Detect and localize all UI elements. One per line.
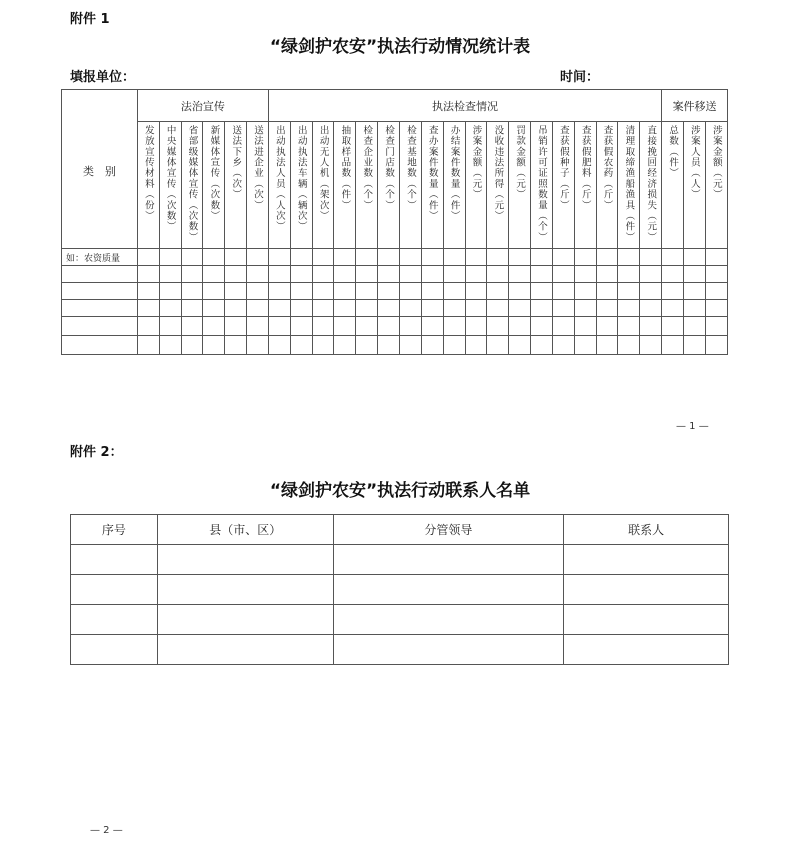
data-cell[interactable] [334, 283, 356, 300]
data-cell[interactable] [247, 300, 269, 317]
contact-cell[interactable] [71, 605, 158, 635]
data-cell[interactable] [312, 283, 334, 300]
data-cell[interactable] [683, 266, 705, 283]
group-header-inspection: 执法检查情况 [268, 90, 661, 122]
data-cell[interactable] [552, 336, 574, 355]
column-header-cell [137, 122, 159, 249]
data-cell[interactable] [465, 249, 487, 266]
column-header: 发放宣传材料（份） [142, 125, 154, 222]
column-header: 罚款金额（元） [514, 125, 526, 200]
data-cell[interactable] [421, 336, 443, 355]
column-header: 送法进企业（次） [252, 125, 264, 211]
data-cell[interactable] [574, 317, 596, 336]
column-header: 新媒体宣传（次数） [208, 125, 220, 222]
column-header: 办结案件数量（件） [448, 125, 460, 222]
data-cell[interactable] [159, 336, 181, 355]
table-row [62, 283, 728, 300]
data-cell[interactable] [487, 317, 509, 336]
data-cell[interactable] [268, 336, 290, 355]
data-cell[interactable] [531, 336, 553, 355]
column-header-cell [181, 122, 203, 249]
contact-cell[interactable] [71, 635, 158, 665]
column-header: 没收违法所得（元） [492, 125, 504, 222]
row-category-cell[interactable] [62, 336, 138, 355]
data-cell[interactable] [378, 249, 400, 266]
data-cell[interactable] [137, 283, 159, 300]
data-cell[interactable] [662, 317, 684, 336]
data-cell[interactable] [574, 283, 596, 300]
data-cell[interactable] [268, 317, 290, 336]
data-cell[interactable] [443, 249, 465, 266]
data-cell[interactable] [378, 336, 400, 355]
column-header: 查获假农药（斤） [601, 125, 613, 211]
data-cell[interactable] [618, 249, 640, 266]
row-category-cell[interactable] [62, 300, 138, 317]
data-cell[interactable] [443, 317, 465, 336]
table-row [62, 300, 728, 317]
contact-cell[interactable] [157, 575, 333, 605]
data-cell[interactable] [400, 249, 422, 266]
data-cell[interactable] [421, 266, 443, 283]
data-cell[interactable] [137, 317, 159, 336]
data-cell[interactable] [662, 336, 684, 355]
data-cell[interactable] [334, 249, 356, 266]
contact-cell[interactable] [157, 635, 333, 665]
data-cell[interactable] [618, 283, 640, 300]
data-cell[interactable] [574, 249, 596, 266]
column-header: 出动执法人员（人次） [273, 125, 285, 232]
column-header-cell [203, 122, 225, 249]
data-cell[interactable] [509, 283, 531, 300]
data-cell[interactable] [290, 266, 312, 283]
table-row [62, 317, 728, 336]
data-cell[interactable] [531, 266, 553, 283]
data-cell[interactable] [640, 317, 662, 336]
data-cell[interactable] [509, 266, 531, 283]
column-header-cell [618, 122, 640, 249]
data-cell[interactable] [378, 266, 400, 283]
column-header: 涉案金额（元） [710, 125, 722, 200]
column-header: 送法下乡（次） [230, 125, 242, 200]
column-header: 中央媒体宣传（次数） [164, 125, 176, 232]
data-cell[interactable] [137, 336, 159, 355]
column-header-cell [421, 122, 443, 249]
data-cell[interactable] [574, 336, 596, 355]
data-cell[interactable] [203, 317, 225, 336]
data-cell[interactable] [683, 317, 705, 336]
contact-table [70, 514, 729, 665]
column-header: 查办案件数量（件） [426, 125, 438, 222]
data-cell[interactable] [181, 317, 203, 336]
column-header: 出动执法车辆（辆次） [295, 125, 307, 232]
column-header: 清理取缔渔船渔具（件） [623, 125, 635, 243]
data-cell[interactable] [356, 283, 378, 300]
column-header-cell [334, 122, 356, 249]
column-header: 抽取样品数（件） [339, 125, 351, 211]
attachment-label-1: 附件 1 [70, 12, 110, 27]
row-category-cell[interactable] [62, 283, 138, 300]
filler-unit-label: 填报单位： [70, 70, 136, 85]
data-cell[interactable] [443, 283, 465, 300]
data-cell[interactable] [465, 317, 487, 336]
column-header-cell [531, 122, 553, 249]
data-cell[interactable] [268, 283, 290, 300]
column-header-cell [247, 122, 269, 249]
column-header: 检查基地数（个） [404, 125, 416, 211]
data-cell[interactable] [531, 283, 553, 300]
data-cell[interactable] [203, 283, 225, 300]
column-header-cell [552, 122, 574, 249]
data-cell[interactable] [181, 266, 203, 283]
column-header-cell [378, 122, 400, 249]
column-header: 出动无人机（架次） [317, 125, 329, 222]
header-county: 县（市、区） [157, 515, 333, 545]
contact-cell[interactable] [333, 575, 564, 605]
data-cell[interactable] [443, 266, 465, 283]
column-header: 直接挽回经济损失（元） [645, 125, 657, 243]
table-row [71, 545, 729, 575]
column-header-cell [705, 122, 727, 249]
data-cell[interactable] [596, 336, 618, 355]
row-category-cell[interactable]: 如：农资质量 [62, 249, 138, 266]
data-cell[interactable] [509, 300, 531, 317]
column-header-cell [662, 122, 684, 249]
data-cell[interactable] [225, 336, 247, 355]
column-header: 总数（件） [667, 125, 679, 179]
data-cell[interactable] [509, 249, 531, 266]
data-cell[interactable] [356, 300, 378, 317]
data-cell[interactable] [574, 300, 596, 317]
data-cell[interactable] [203, 266, 225, 283]
data-cell[interactable] [159, 266, 181, 283]
data-cell[interactable] [640, 249, 662, 266]
table-row [62, 266, 728, 283]
data-cell[interactable] [268, 266, 290, 283]
data-cell[interactable] [487, 336, 509, 355]
data-cell[interactable] [225, 317, 247, 336]
data-cell[interactable] [137, 266, 159, 283]
data-cell[interactable] [400, 283, 422, 300]
time-label: 时间： [560, 70, 600, 85]
contact-cell[interactable] [564, 635, 729, 665]
data-cell[interactable] [312, 336, 334, 355]
data-cell[interactable] [487, 249, 509, 266]
group-header-case-transfer: 案件移送 [662, 90, 728, 122]
data-cell[interactable] [618, 300, 640, 317]
data-cell[interactable] [268, 300, 290, 317]
data-cell[interactable] [465, 336, 487, 355]
data-cell[interactable] [465, 283, 487, 300]
data-cell[interactable] [159, 283, 181, 300]
table-row [71, 605, 729, 635]
contact-cell[interactable] [333, 545, 564, 575]
page-title-2: “绿剑护农安”执法行动联系人名单 [269, 481, 531, 501]
data-cell[interactable] [159, 300, 181, 317]
data-cell[interactable] [356, 249, 378, 266]
data-cell[interactable] [705, 283, 727, 300]
data-cell[interactable] [552, 283, 574, 300]
column-header-cell [509, 122, 531, 249]
column-header-cell [268, 122, 290, 249]
column-header-cell [356, 122, 378, 249]
contact-cell[interactable] [564, 575, 729, 605]
column-header-cell [465, 122, 487, 249]
data-cell[interactable] [312, 266, 334, 283]
column-header-cell [443, 122, 465, 249]
data-cell[interactable] [465, 266, 487, 283]
data-cell[interactable] [705, 249, 727, 266]
data-cell[interactable] [334, 317, 356, 336]
data-cell[interactable] [334, 266, 356, 283]
data-cell[interactable] [203, 336, 225, 355]
data-cell[interactable] [683, 336, 705, 355]
row-category-cell[interactable] [62, 266, 138, 283]
data-cell[interactable] [640, 266, 662, 283]
data-cell[interactable] [465, 300, 487, 317]
data-cell[interactable] [268, 249, 290, 266]
data-cell[interactable] [290, 336, 312, 355]
data-cell[interactable] [487, 283, 509, 300]
data-cell[interactable] [487, 266, 509, 283]
contact-cell[interactable] [564, 545, 729, 575]
statistics-table [61, 89, 728, 355]
page-number-2: — 2 — [90, 825, 123, 836]
data-cell[interactable] [662, 300, 684, 317]
data-cell[interactable] [290, 317, 312, 336]
header-contact: 联系人 [564, 515, 729, 545]
data-cell[interactable] [225, 300, 247, 317]
column-header-cell [225, 122, 247, 249]
data-cell[interactable] [421, 283, 443, 300]
header-leader: 分管领导 [333, 515, 564, 545]
data-cell[interactable] [683, 249, 705, 266]
column-header-cell [290, 122, 312, 249]
column-header: 检查企业数（个） [361, 125, 373, 211]
data-cell[interactable] [247, 283, 269, 300]
data-cell[interactable] [531, 249, 553, 266]
contact-cell[interactable] [333, 635, 564, 665]
data-cell[interactable] [181, 336, 203, 355]
column-header-cell [640, 122, 662, 249]
data-cell[interactable] [225, 266, 247, 283]
data-cell[interactable] [683, 300, 705, 317]
data-cell[interactable] [203, 300, 225, 317]
data-cell[interactable] [640, 300, 662, 317]
contact-cell[interactable] [333, 605, 564, 635]
data-cell[interactable] [596, 317, 618, 336]
column-header: 涉案金额（元） [470, 125, 482, 200]
column-header-cell [683, 122, 705, 249]
data-cell[interactable] [552, 300, 574, 317]
data-cell[interactable] [137, 300, 159, 317]
column-header-cell [574, 122, 596, 249]
data-cell[interactable] [400, 300, 422, 317]
data-cell[interactable] [705, 317, 727, 336]
page-number-1: — 1 — [676, 421, 709, 432]
column-header-cell [312, 122, 334, 249]
data-cell[interactable] [312, 317, 334, 336]
data-cell[interactable] [290, 249, 312, 266]
column-header-cell [400, 122, 422, 249]
data-cell[interactable] [290, 300, 312, 317]
data-cell[interactable] [640, 336, 662, 355]
column-header: 查获假种子（斤） [557, 125, 569, 211]
table-row [62, 336, 728, 355]
data-cell[interactable] [247, 266, 269, 283]
data-cell[interactable] [334, 336, 356, 355]
data-cell[interactable] [400, 317, 422, 336]
contact-cell[interactable] [157, 545, 333, 575]
data-cell[interactable] [552, 317, 574, 336]
data-cell[interactable] [574, 266, 596, 283]
data-cell[interactable] [181, 283, 203, 300]
data-cell[interactable] [421, 317, 443, 336]
data-cell[interactable] [509, 336, 531, 355]
table-row [71, 635, 729, 665]
data-cell[interactable] [596, 283, 618, 300]
data-cell[interactable] [552, 249, 574, 266]
column-header: 省部级媒体宣传（次数） [186, 125, 198, 243]
data-cell[interactable] [400, 266, 422, 283]
data-cell[interactable] [662, 283, 684, 300]
data-cell[interactable] [137, 249, 159, 266]
column-header: 查获假肥料（斤） [579, 125, 591, 211]
contact-cell[interactable] [157, 605, 333, 635]
data-cell[interactable] [356, 317, 378, 336]
category-header-cell [62, 90, 138, 249]
data-cell[interactable] [247, 336, 269, 355]
contact-cell[interactable] [71, 545, 158, 575]
data-cell[interactable] [531, 317, 553, 336]
data-cell[interactable] [181, 249, 203, 266]
contact-cell[interactable] [564, 605, 729, 635]
data-cell[interactable] [356, 336, 378, 355]
data-cell[interactable] [400, 336, 422, 355]
data-cell[interactable] [618, 336, 640, 355]
data-cell[interactable] [596, 300, 618, 317]
column-header-cell [596, 122, 618, 249]
data-cell[interactable] [312, 300, 334, 317]
data-cell[interactable] [531, 300, 553, 317]
data-cell[interactable] [596, 266, 618, 283]
data-cell[interactable] [225, 283, 247, 300]
data-cell[interactable] [683, 283, 705, 300]
data-cell[interactable] [443, 300, 465, 317]
table-row [62, 249, 728, 266]
table-row [71, 575, 729, 605]
data-cell[interactable] [662, 249, 684, 266]
data-cell[interactable] [247, 249, 269, 266]
data-cell[interactable] [640, 283, 662, 300]
category-header: 类 别 [82, 164, 116, 178]
data-cell[interactable] [290, 283, 312, 300]
data-cell[interactable] [596, 249, 618, 266]
data-cell[interactable] [421, 249, 443, 266]
data-cell[interactable] [378, 283, 400, 300]
group-header-legal-publicity: 法治宣传 [137, 90, 268, 122]
data-cell[interactable] [509, 317, 531, 336]
data-cell[interactable] [203, 249, 225, 266]
data-cell[interactable] [247, 317, 269, 336]
data-cell[interactable] [159, 249, 181, 266]
data-cell[interactable] [421, 300, 443, 317]
page-title-1: “绿剑护农安”执法行动情况统计表 [269, 37, 531, 57]
data-cell[interactable] [705, 300, 727, 317]
header-serial: 序号 [71, 515, 158, 545]
data-cell[interactable] [312, 249, 334, 266]
data-cell[interactable] [487, 300, 509, 317]
data-cell[interactable] [705, 266, 727, 283]
data-cell[interactable] [662, 266, 684, 283]
data-cell[interactable] [159, 317, 181, 336]
data-cell[interactable] [334, 300, 356, 317]
data-cell[interactable] [356, 266, 378, 283]
data-cell[interactable] [618, 317, 640, 336]
data-cell[interactable] [443, 336, 465, 355]
data-cell[interactable] [378, 300, 400, 317]
column-header: 检查门店数（个） [383, 125, 395, 211]
data-cell[interactable] [552, 266, 574, 283]
data-cell[interactable] [705, 336, 727, 355]
column-header: 吊销许可证照数量（个） [536, 125, 547, 243]
data-cell[interactable] [378, 317, 400, 336]
column-header-cell [487, 122, 509, 249]
data-cell[interactable] [618, 266, 640, 283]
column-header-cell [159, 122, 181, 249]
data-cell[interactable] [181, 300, 203, 317]
data-cell[interactable] [225, 249, 247, 266]
row-category-cell[interactable] [62, 317, 138, 336]
contact-cell[interactable] [71, 575, 158, 605]
attachment-label-2: 附件 2： [70, 445, 123, 460]
column-header: 涉案人员（人） [688, 125, 700, 200]
